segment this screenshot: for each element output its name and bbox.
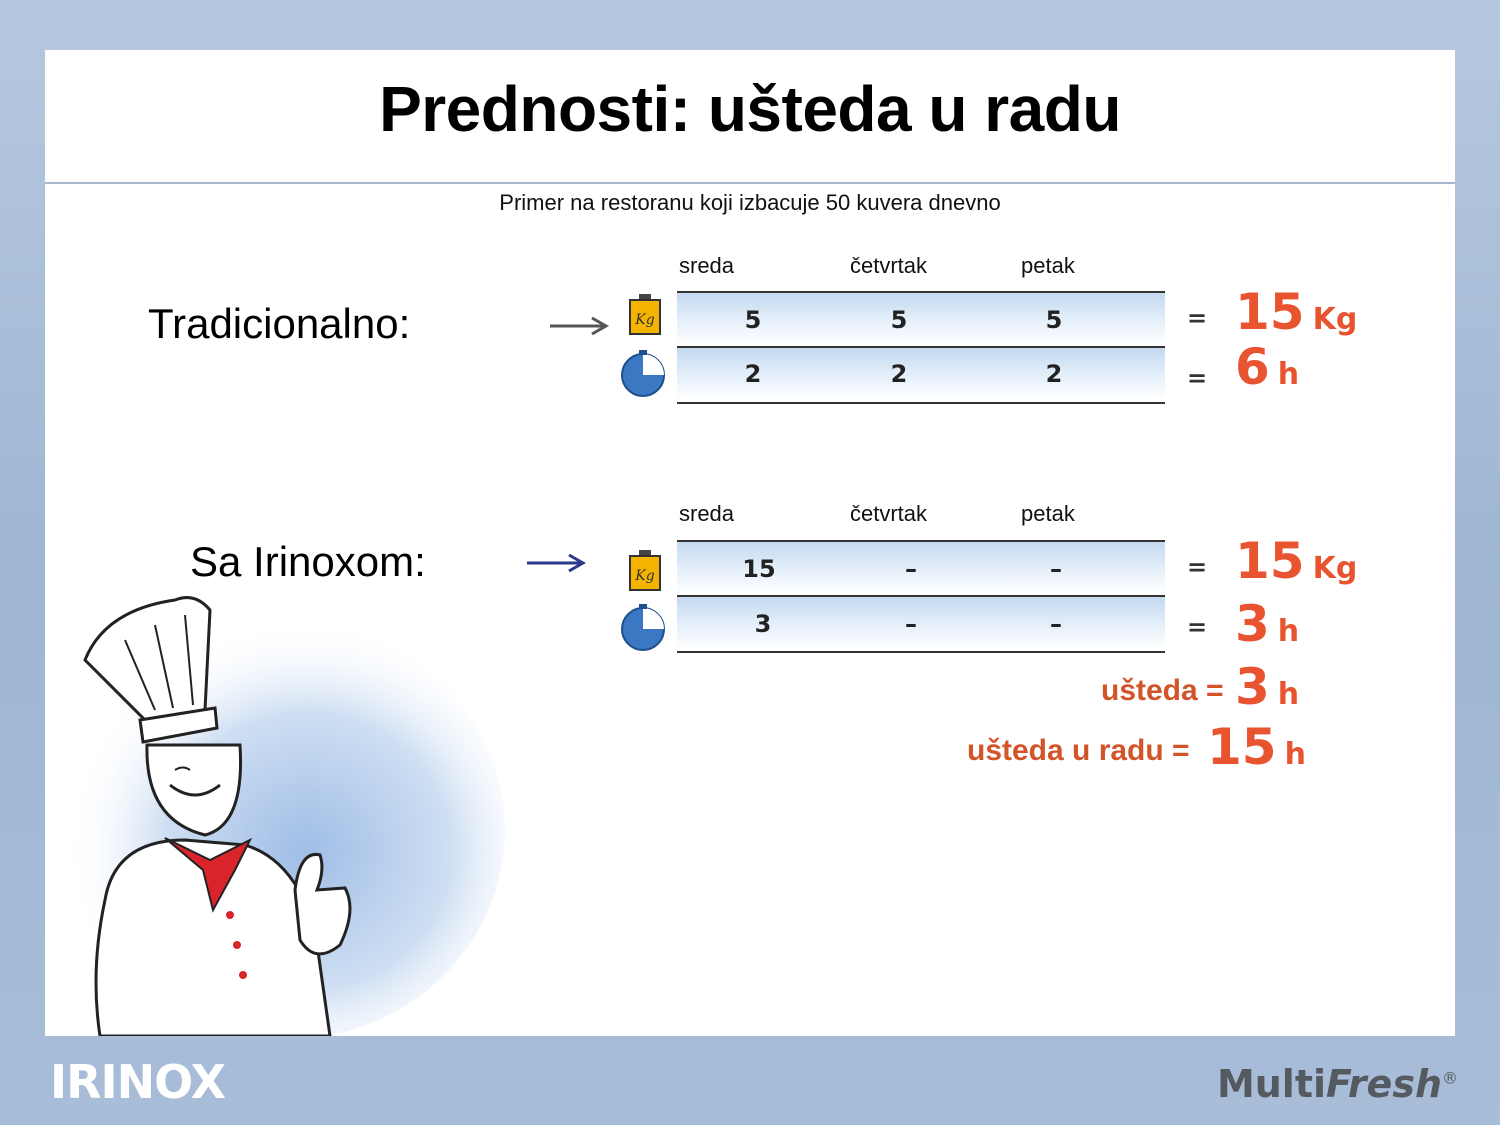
trad-weight-sreda: 5 <box>744 306 762 334</box>
trad-time-cetvrtak: 2 <box>890 360 908 388</box>
irinox-label: Sa Irinoxom: <box>190 538 426 585</box>
trad-weight-cetvrtak: 5 <box>890 306 908 334</box>
multifresh-logo: MultiFresh® <box>1216 1062 1458 1106</box>
irinox-time-total: 3 h <box>1235 595 1300 653</box>
irinox-time-petak: – <box>1050 610 1062 638</box>
trad-weight-petak: 5 <box>1045 306 1063 334</box>
trad-time-equals: = <box>1187 364 1208 392</box>
work-saving-value: 15 h <box>1207 718 1306 776</box>
traditional-label: Tradicionalno: <box>148 300 411 347</box>
weight-kg-icon <box>627 292 663 338</box>
col-head-sreda: sreda <box>679 501 735 526</box>
svg-text:Kg: Kg <box>635 568 655 584</box>
irinox-weight-cetvrtak: – <box>905 555 917 583</box>
page-title: Prednosti: ušteda u radu <box>379 73 1121 145</box>
work-saving-label: ušteda u radu = <box>967 734 1190 767</box>
irinox-weight-sreda: 15 <box>742 555 776 583</box>
svg-text:Kg: Kg <box>635 312 655 328</box>
trad-time-petak: 2 <box>1045 360 1063 388</box>
chef-thumbs-up-illustration <box>45 570 505 1036</box>
col-head-sreda: sreda <box>679 253 735 278</box>
irinox-weight-total: 15 Kg <box>1235 532 1358 590</box>
stopwatch-icon <box>617 348 669 398</box>
irinox-weight-petak: – <box>1050 555 1062 583</box>
weight-kg-icon <box>627 548 663 594</box>
arrow-right-icon <box>548 315 610 337</box>
irinox-logo: IRINOX <box>50 1055 226 1109</box>
irinox-time-equals: = <box>1187 613 1208 641</box>
col-head-petak: petak <box>1021 253 1075 278</box>
col-head-cetvrtak: četvrtak <box>850 501 928 526</box>
saving-label: ušteda = <box>1101 674 1224 707</box>
trad-weight-total: 15 Kg <box>1235 283 1358 341</box>
irinox-time-cetvrtak: – <box>905 610 917 638</box>
col-head-cetvrtak: četvrtak <box>850 253 928 278</box>
arrow-right-icon <box>525 552 587 574</box>
stopwatch-icon <box>617 602 669 652</box>
saving-value: 3 h <box>1235 658 1300 716</box>
subtitle: Primer na restoranu koji izbacuje 50 kuvera dnevno <box>499 190 1001 215</box>
trad-weight-equals: = <box>1187 304 1208 332</box>
title-divider <box>45 182 1455 184</box>
irinox-weight-equals: = <box>1187 553 1208 581</box>
irinox-time-sreda: 3 <box>754 610 772 638</box>
trad-time-sreda: 2 <box>744 360 762 388</box>
slide <box>45 50 1455 1036</box>
col-head-petak: petak <box>1021 501 1075 526</box>
trad-time-total: 6 h <box>1235 338 1300 396</box>
